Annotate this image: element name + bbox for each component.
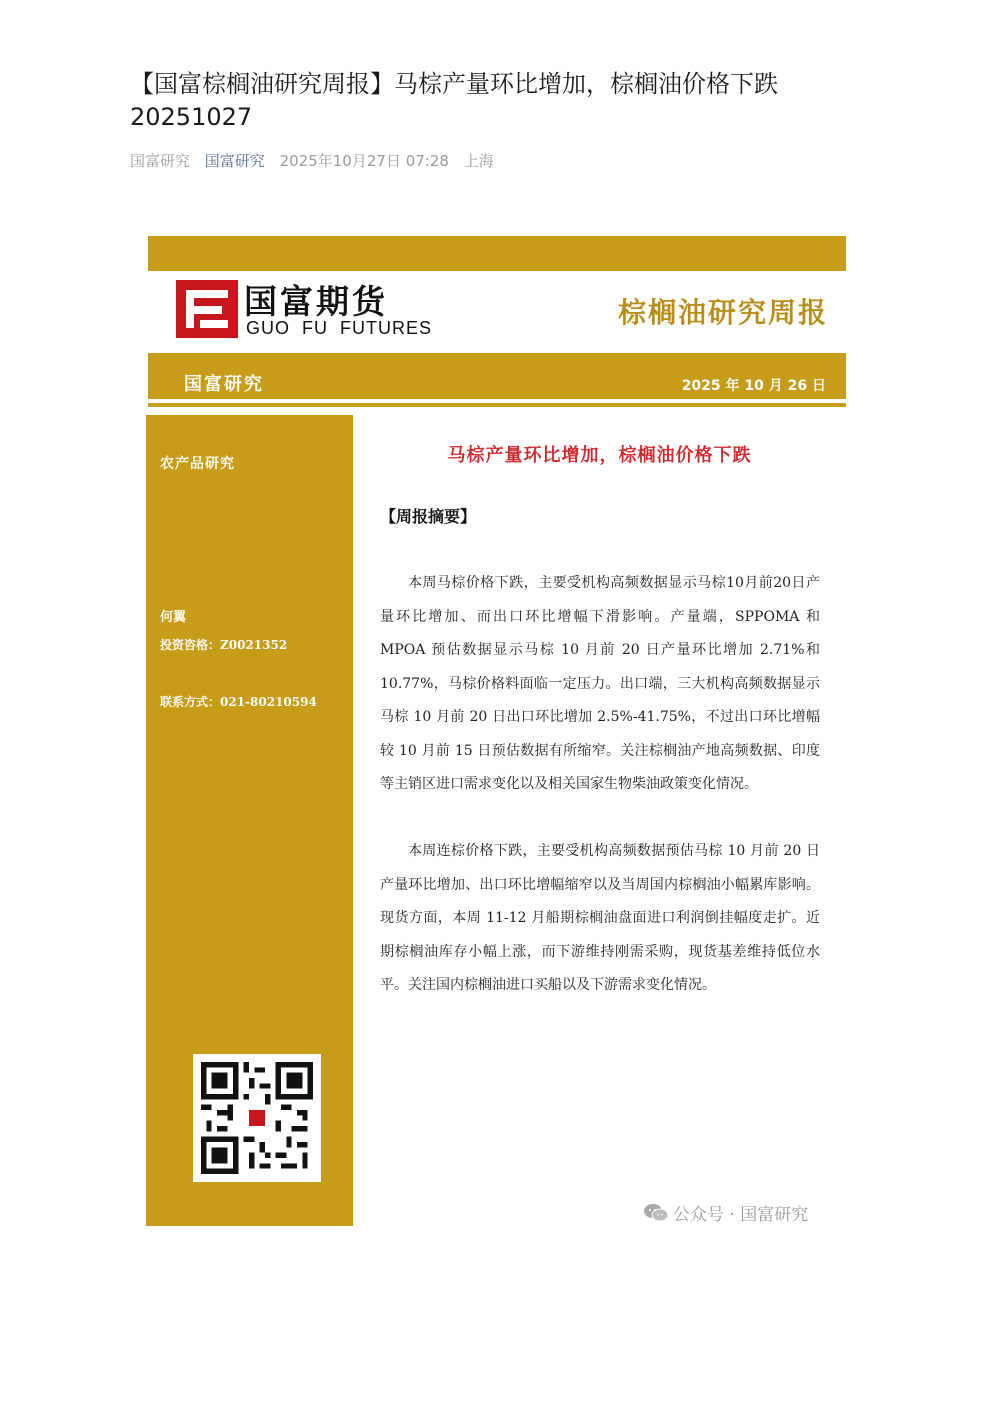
account-link[interactable]: 国富研究: [204, 152, 265, 170]
sidebar-category: 农产品研究: [160, 456, 235, 472]
article-title: 【国富棕榈油研究周报】马棕产量环比增加，棕榈油价格下跌 20251027: [130, 70, 778, 131]
summary-label: 【周报摘要】: [380, 507, 477, 526]
logo-english-text: GUO FU FUTURES: [246, 318, 432, 338]
watermark-source: [643, 1200, 808, 1225]
qr-code-icon: [201, 1062, 313, 1174]
sidebar-contact: 联系方式：021-80210594: [160, 695, 317, 709]
report-cover-image[interactable]: [146, 236, 846, 1226]
guofu-logo-icon: [176, 280, 238, 338]
sidebar-certificate: 投资咨格：Z0021352: [160, 638, 288, 652]
article-meta: [130, 150, 504, 171]
summary-paragraph: 本周马棕价格下跌，主要受机构高频数据显示马棕10月前20日产量环比增加、而出口环比增幅下滑影响。产量端，SPPOMA 和 MPOA 预估数据显示马棕 10 月前 20 日产量环比增加 2.71%和 10.77%，马棕价格料面临一定压力。出口端，三大机构高频数据显示马棕 10 月前 20 日出口环比增加 2.5%-41.75%，不过出口环比增幅较 10 月前 15 日预估数据有所缩窄。关注棕榈油产地高频数据、印度等主销区进口需求变化以及相关国家生物柴油政策变化情况。: [380, 575, 820, 792]
summary-paragraph: 本周连棕价格下跌，主要受机构高频数据预估马棕 10 月前 20 日产量环比增加、出口环比增幅缩窄以及当周国内棕榈油小幅累库影响。现货方面，本周 11-12 月船期棕榈油盘面进口利润倒挂幅度走扩。近期棕榈油库存小幅上涨，而下游维持刚需采购，现货基差维持低位水平。关注国内棕榈油进口买船以及下游需求变化情况。: [380, 843, 820, 993]
header-band-line: [148, 403, 846, 407]
sidebar-analyst: 何翼: [160, 610, 187, 625]
publish-location: 上海: [463, 152, 494, 170]
wechat-icon: [643, 1203, 669, 1223]
report-headline: 马棕产量环比增加，棕榈油价格下跌: [447, 445, 752, 466]
source-text: 公众号 · 国富研究: [673, 1205, 809, 1225]
author-name: 国富研究: [130, 152, 191, 170]
band-label: 国富研究: [184, 374, 264, 395]
publish-datetime: 2025年10月27日 07:28: [279, 152, 449, 170]
report-date: 2025 年 10 月 26 日: [681, 378, 826, 394]
report-series-title: 棕榈油研究周报: [617, 296, 828, 329]
logo-chinese-text: 国富期货: [244, 282, 388, 321]
top-gold-bar: [148, 236, 846, 271]
qr-code: [193, 1054, 321, 1182]
